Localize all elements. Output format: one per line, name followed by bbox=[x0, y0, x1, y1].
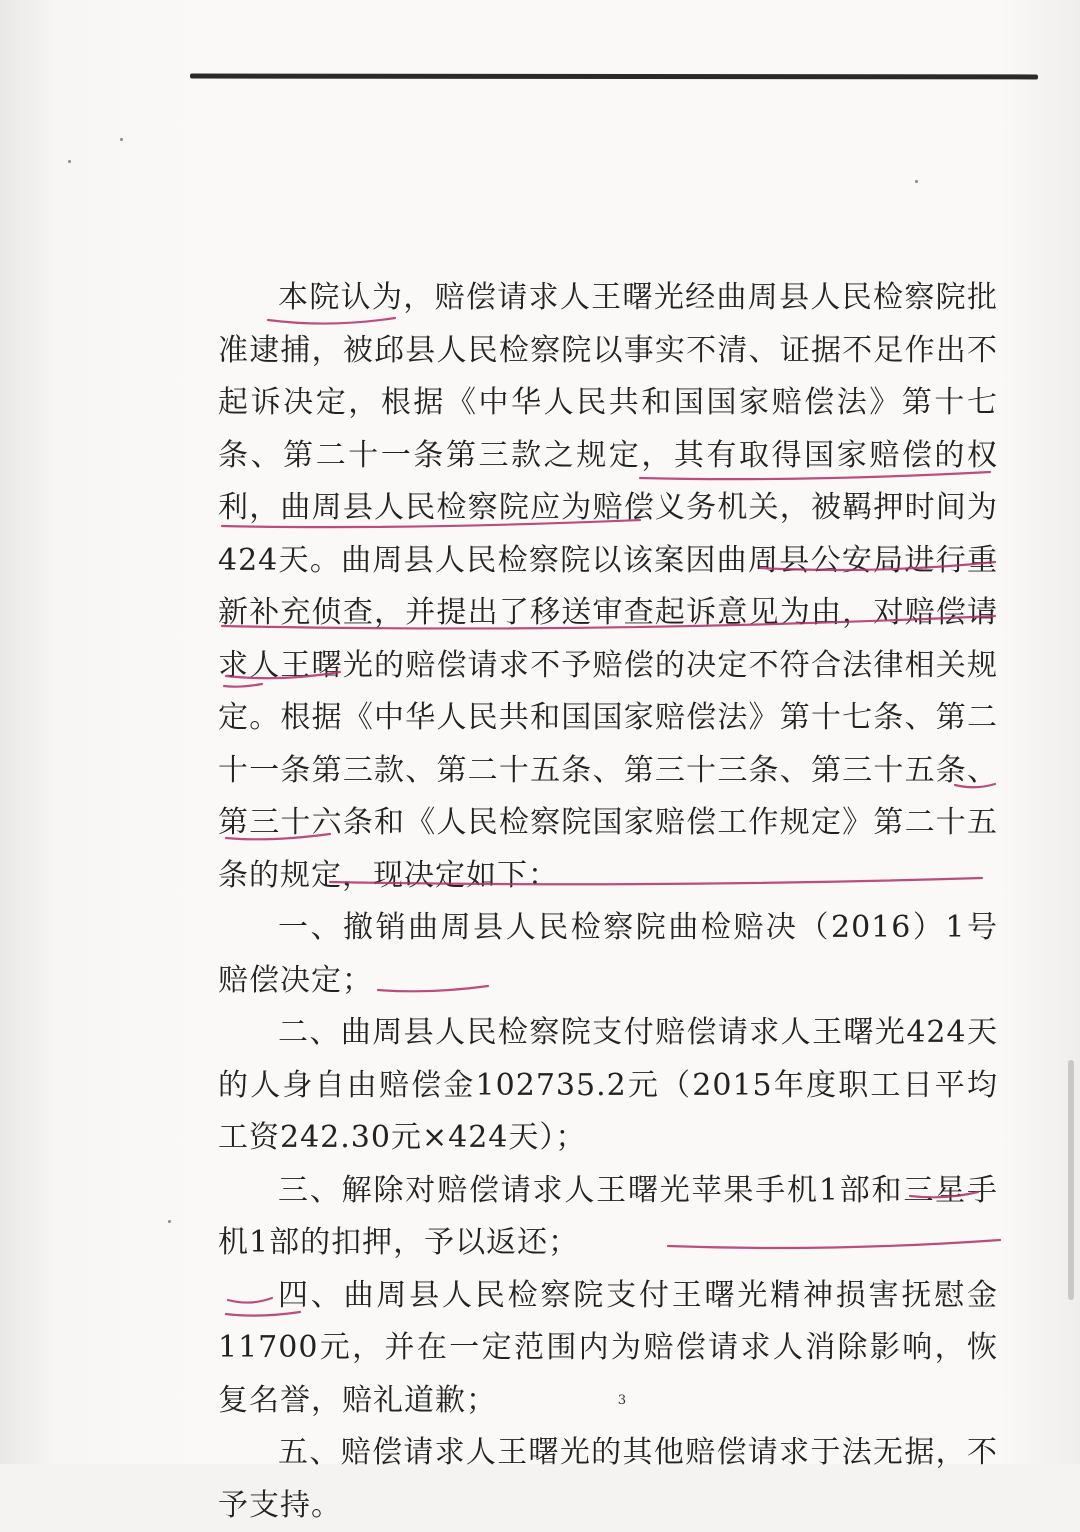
header-rule bbox=[190, 74, 1038, 80]
scan-speck bbox=[168, 1220, 171, 1223]
decision-item-1: 一、撤销曲周县人民检察院曲检赔决（2016）1号赔偿决定； bbox=[218, 910, 998, 998]
document-body bbox=[218, 272, 998, 1532]
decision-item-5: 五、赔偿请求人王曙光的其他赔偿请求于法无据，不予支持。 bbox=[218, 1435, 998, 1523]
scan-speck bbox=[68, 160, 71, 163]
decision-item-3: 三、解除对赔偿请求人王曙光苹果手机1部和三星手机1部的扣押，予以返还； bbox=[218, 1172, 998, 1260]
decision-item-4: 四、曲周县人民检察院支付王曙光精神损害抚慰金11700元，并在一定范围内为赔偿请求人消除影响，恢复名誉，赔礼道歉； bbox=[218, 1277, 998, 1418]
decision-item-2: 二、曲周县人民检察院支付赔偿请求人王曙光424天的人身自由赔偿金102735.2元（2015年度职工日平均工资242.30元×424天）； bbox=[218, 1015, 998, 1155]
scrollbar[interactable] bbox=[1068, 1060, 1074, 1300]
scan-speck bbox=[915, 180, 918, 183]
scan-speck bbox=[120, 138, 123, 141]
paragraph-opinion: 本院认为，赔偿请求人王曙光经曲周县人民检察院批准逮捕，被邱县人民检察院以事实不清、证据不足作出不起诉决定，根据《中华人民共和国国家赔偿法》第十七条、第二十一条第三款之规定，其有取得国家赔偿的权利，曲周县人民检察院应为赔偿义务机关，被羁押时间为424天。曲周县人民检察院以该案因曲周县公安局进行重新补充侦查，并提出了移送审查起诉意见为由，对赔偿请求人王曙光的赔偿请求不予赔偿的决定不符合法律相关规定。根据《中华人民共和国国家赔偿法》第十七条、第二十一条第三款、第二十五条、第三十三条、第三十五条、第三十六条和《人民检察院国家赔偿工作规定》第二十五条的规定，现决定如下： bbox=[218, 280, 998, 893]
page-number: 3 bbox=[617, 1393, 627, 1408]
